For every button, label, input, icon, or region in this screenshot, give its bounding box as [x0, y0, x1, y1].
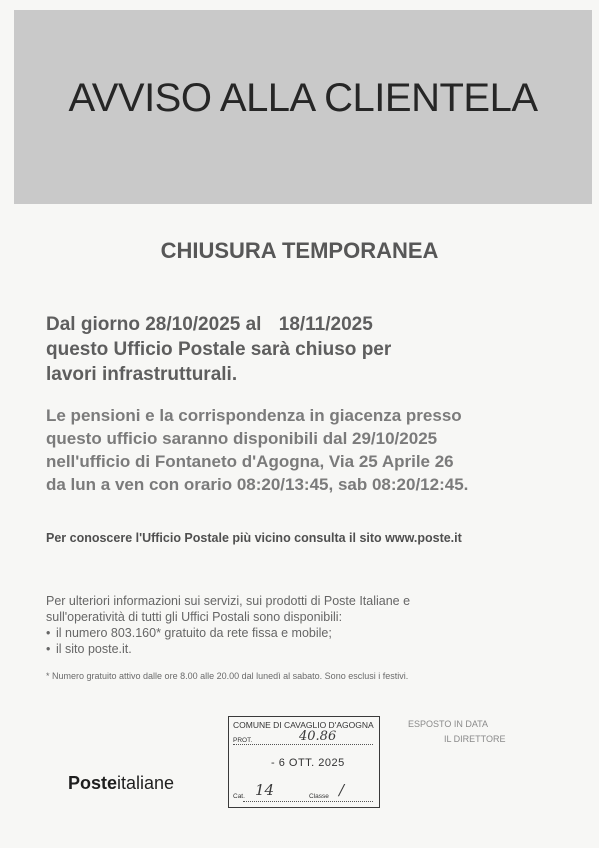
closure-paragraph — [46, 312, 566, 387]
stamp-prot-value: 40.86 — [299, 729, 337, 744]
poste-italiane-logo — [68, 773, 174, 794]
bullet-icon: • — [46, 626, 51, 640]
stamp-date: - 6 OTT. 2025 — [271, 757, 345, 769]
bullet-icon: • — [46, 642, 51, 656]
pensions-line3: nell'ufficio di Fontaneto d'Agogna, Via 25 Aprile 26 — [46, 452, 454, 471]
director-label: IL DIRETTORE — [444, 734, 506, 744]
stamp-classe-label: Classe — [309, 793, 329, 800]
closure-line2: questo Ufficio Postale sarà chiuso per — [46, 339, 392, 360]
stamp-cat-value: 14 — [255, 781, 275, 799]
notice-subtitle: CHIUSURA TEMPORANEA — [160, 238, 439, 263]
info-paragraph — [46, 593, 566, 657]
info-bullet-site — [46, 641, 566, 657]
footnote: * Numero gratuito attivo dalle ore 8.00 alle 20.00 dal lunedì al sabato. Sono esclusi i festivi. — [46, 671, 409, 681]
info-line1: Per ulteriori informazioni sui servizi, sui prodotti di Poste Italiane e — [46, 594, 411, 608]
page-title: AVVISO ALLA CLIENTELA — [68, 76, 538, 120]
exposed-date-label: ESPOSTO IN DATA — [408, 719, 489, 729]
stamp-prot-label: PROT. — [233, 737, 373, 745]
pensions-line4: da lun a ven con orario 08:20/13:45, sab 08:20/12:45. — [46, 475, 469, 494]
nearest-office-text: Per conoscere l'Ufficio Postale più vicino consulta il sito www.poste.it — [46, 531, 462, 545]
logo-bold: Poste — [68, 773, 118, 793]
closure-date-from: 28/10/2025 — [145, 314, 241, 335]
info-bullet2-text: il sito poste.it. — [56, 642, 132, 656]
stamp-cat-label: Cat. — [233, 793, 245, 800]
closure-date-to: 18/11/2025 — [278, 314, 373, 335]
protocol-stamp — [228, 716, 380, 808]
closure-line3: lavori infrastrutturali. — [46, 364, 238, 385]
stamp-dotted-line — [243, 801, 373, 802]
info-line2: sull'operatività di tutti gli Uffici Postali sono disponibili: — [46, 610, 343, 624]
info-bullet1-text: il numero 803.160* gratuito da rete fissa e mobile; — [56, 626, 332, 640]
closure-mid: al — [245, 314, 262, 335]
stamp-heading: COMUNE DI CAVAGLIO D'AGOGNA — [233, 720, 374, 730]
info-bullet-phone — [46, 625, 566, 641]
logo-regular: italiane — [117, 773, 175, 793]
pensions-line2: questo ufficio saranno disponibili dal 29/10/2025 — [46, 429, 438, 448]
header-band — [14, 10, 592, 204]
closure-prefix: Dal giorno — [46, 314, 140, 335]
pensions-line1: Le pensioni e la corrispondenza in giacenza presso — [46, 406, 462, 425]
pensions-paragraph — [46, 404, 586, 496]
stamp-classe-value: / — [339, 781, 345, 799]
